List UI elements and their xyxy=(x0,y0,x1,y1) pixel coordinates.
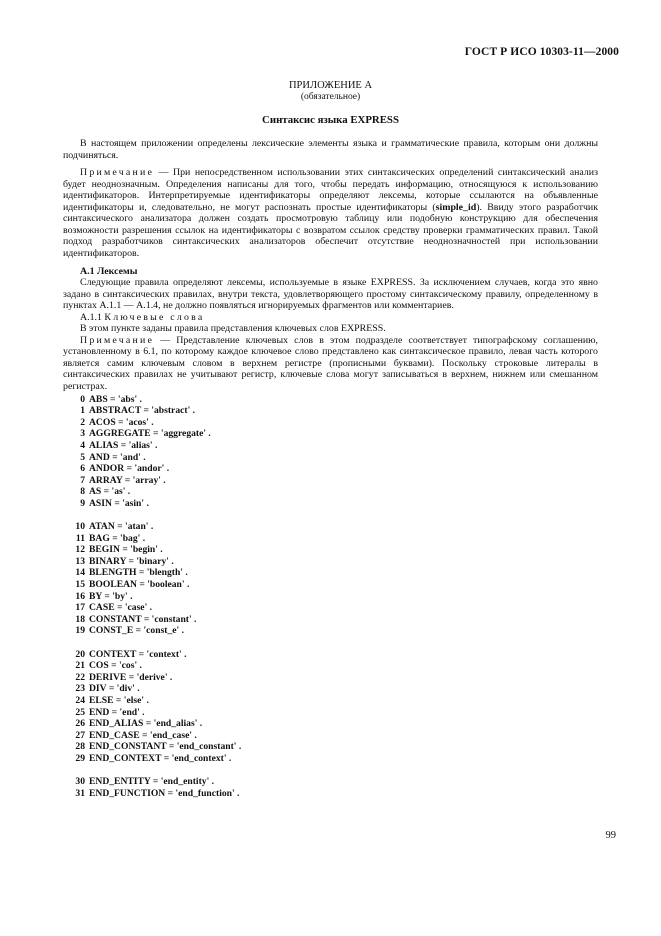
rule-number: 7 xyxy=(80,474,85,486)
rule-number: 28 xyxy=(75,741,85,753)
keyword-rule xyxy=(63,614,598,626)
page-number: 99 xyxy=(605,830,616,841)
rule-number: 18 xyxy=(75,613,85,625)
keyword-rule xyxy=(63,452,598,464)
keyword-group-gap xyxy=(63,509,598,521)
rule-definition: BEGIN = 'begin' . xyxy=(89,544,163,556)
keyword-rule xyxy=(63,498,598,510)
keyword-rule xyxy=(63,741,598,753)
rule-definition: BLENGTH = 'blength' . xyxy=(89,567,188,579)
rule-number: 14 xyxy=(75,567,85,579)
rule-number: 20 xyxy=(75,648,85,660)
rule-definition: ALIAS = 'alias' . xyxy=(89,439,158,451)
rule-definition: BY = 'by' . xyxy=(89,590,133,602)
rule-number: 25 xyxy=(75,706,85,718)
rule-definition: ANDOR = 'andor' . xyxy=(89,463,170,475)
keyword-rule xyxy=(63,417,598,429)
note-text-end: ). Ввиду этого разработчик синтаксического анализатора должен создать просмотровую таблицу или подобную конструкцию для обеспечения возможности разрешения ссылок на идентификаторы с возвратом ссылок средству проверки грамматических правил. Такой подход разработчиков синтаксических анализаторов обеспечит отсутствие неоднозначностей при использовании идентификаторов. xyxy=(63,201,598,259)
rule-number: 15 xyxy=(75,579,85,591)
rule-number: 27 xyxy=(75,729,85,741)
a1-paragraph: Следующие правила определяют лексемы, используемые в языке EXPRESS. За исключением случаев, когда это явно задано в синтаксических правилах, внутри текста, удовлетворяющего простому синтаксическому правилу, определенному в пунктах А.1.1 — А.1.4, не должно появляться игнорируемых фрагментов или комментариев. xyxy=(63,277,598,312)
section-title: Синтаксис языка EXPRESS xyxy=(262,113,399,126)
rule-definition: ABS = 'abs' . xyxy=(89,393,142,405)
note-paragraph-1 xyxy=(63,167,598,259)
rule-number: 2 xyxy=(80,416,85,428)
rule-definition: ATAN = 'atan' . xyxy=(89,521,154,533)
keyword-rule xyxy=(63,672,598,684)
rule-definition: AND = 'and' . xyxy=(89,451,146,463)
rule-definition: ABSTRACT = 'abstract' . xyxy=(89,405,196,417)
rule-definition: CONTEXT = 'context' . xyxy=(89,648,187,660)
rule-definition: BAG = 'bag' . xyxy=(89,532,146,544)
rule-number: 0 xyxy=(80,393,85,405)
rule-number: 12 xyxy=(75,544,85,556)
rule-number: 13 xyxy=(75,555,85,567)
subsection-label: Ключевые слова xyxy=(104,311,205,323)
keyword-rule xyxy=(63,579,598,591)
keyword-rule xyxy=(63,556,598,568)
keyword-rule xyxy=(63,463,598,475)
simple-id-code: simple_id xyxy=(435,201,477,213)
rule-number: 21 xyxy=(75,660,85,672)
appendix-title: ПРИЛОЖЕНИЕ А xyxy=(288,80,373,91)
note-text: — При непосредственном использовании этих синтаксических определений синтаксический анализ будет неоднозначным. Определения написаны для того, чтобы передать информацию, относящуюся к использованию идентификаторов. Интерпретируемые идентификаторы определяют лексемы, которые ссылаются на объявленные идентификаторы и, следовательно, не могут распознать простые идентификаторы ( xyxy=(63,167,598,213)
rule-number: 11 xyxy=(75,532,85,544)
keyword-rule xyxy=(63,707,598,719)
rule-definition: ARRAY = 'array' . xyxy=(89,474,166,486)
note-label: Примечание xyxy=(80,334,155,346)
keyword-rule xyxy=(63,521,598,533)
keyword-rule xyxy=(63,660,598,672)
rule-definition: END_ENTITY = 'end_entity' . xyxy=(89,776,215,788)
rule-definition: ELSE = 'else' . xyxy=(89,694,149,706)
keyword-rule xyxy=(63,567,598,579)
rule-number: 17 xyxy=(75,602,85,614)
rule-definition: AS = 'as' . xyxy=(89,486,131,498)
rule-number: 6 xyxy=(80,463,85,475)
section-heading-a1: А.1 Лексемы xyxy=(80,265,138,277)
keyword-rule xyxy=(63,486,598,498)
rule-definition: AGGREGATE = 'aggregate' . xyxy=(89,428,211,440)
standard-header: ГОСТ Р ИСО 10303-11—2000 xyxy=(464,46,619,58)
rule-number: 29 xyxy=(75,752,85,764)
subsection-number: А.1.1 xyxy=(80,311,102,323)
keyword-rule xyxy=(63,649,598,661)
rule-number: 26 xyxy=(75,718,85,730)
keyword-group-gap xyxy=(63,637,598,649)
rule-definition: CONSTANT = 'constant' . xyxy=(89,613,197,625)
keyword-rule xyxy=(63,730,598,742)
keyword-rule xyxy=(63,405,598,417)
rule-definition: END_CONSTANT = 'end_constant' . xyxy=(89,741,242,753)
rule-number: 8 xyxy=(80,486,85,498)
rule-definition: DIV = 'div' . xyxy=(89,683,140,695)
rule-definition: END_CASE = 'end_case' . xyxy=(89,729,197,741)
keyword-rule xyxy=(63,753,598,765)
keyword-rule xyxy=(63,602,598,614)
page-content xyxy=(63,80,598,799)
rule-number: 22 xyxy=(75,671,85,683)
rule-definition: CONST_E = 'const_e' . xyxy=(89,625,185,637)
rule-number: 3 xyxy=(80,428,85,440)
keyword-rule xyxy=(63,591,598,603)
rule-number: 24 xyxy=(75,694,85,706)
rule-number: 9 xyxy=(80,497,85,509)
note-label: Примечание xyxy=(80,167,155,179)
keyword-rule xyxy=(63,440,598,452)
intro-paragraph: В настоящем приложении определены лексические элементы языка и грамматические правила, которым они должны подчиняться. xyxy=(63,138,598,161)
rule-definition: CASE = 'case' . xyxy=(89,602,153,614)
note-text: — Представление ключевых слов в этом подразделе соответствует типографскому соглашению, установленному в 6.1, по которому каждое ключевое слово представлено как синтаксическое правило, левая часть которого является самим ключевым словом в верхнем регистре (прописными буквами). Поскольку строковые литералы в синтаксических правилах не учитывают регистр, ключевые слова могут записываться в верхнем, нижнем или смешанном регистрах. xyxy=(63,334,598,392)
subsection-heading-a11 xyxy=(63,312,598,324)
keyword-rule xyxy=(63,428,598,440)
rule-number: 1 xyxy=(80,405,85,417)
note-paragraph-2 xyxy=(63,335,598,393)
rule-number: 30 xyxy=(75,776,85,788)
rule-definition: ASIN = 'asin' . xyxy=(89,497,149,509)
rule-definition: END_FUNCTION = 'end_function' . xyxy=(89,787,240,799)
keyword-rule xyxy=(63,475,598,487)
rule-number: 31 xyxy=(75,787,85,799)
rule-definition: ACOS = 'acos' . xyxy=(89,416,154,428)
keyword-rule xyxy=(63,544,598,556)
rule-definition: BINARY = 'binary' . xyxy=(89,555,174,567)
appendix-status: (обязательное) xyxy=(300,91,361,102)
rule-number: 23 xyxy=(75,683,85,695)
rule-definition: END = 'end' . xyxy=(89,706,145,718)
keyword-rule xyxy=(63,625,598,637)
keyword-rule xyxy=(63,718,598,730)
keyword-rule-list xyxy=(63,394,598,800)
rule-definition: DERIVE = 'derive' . xyxy=(89,671,173,683)
rule-number: 5 xyxy=(80,451,85,463)
keyword-rule xyxy=(63,776,598,788)
keyword-group-gap xyxy=(63,765,598,777)
rule-definition: COS = 'cos' . xyxy=(89,660,142,672)
keyword-rule xyxy=(63,533,598,545)
rule-definition: END_CONTEXT = 'end_context' . xyxy=(89,752,232,764)
rule-number: 10 xyxy=(75,521,85,533)
rule-definition: END_ALIAS = 'end_alias' . xyxy=(89,718,203,730)
keyword-rule xyxy=(63,788,598,800)
rule-number: 19 xyxy=(75,625,85,637)
rule-number: 16 xyxy=(75,590,85,602)
keyword-rule xyxy=(63,695,598,707)
a11-paragraph: В этом пункте заданы правила представления ключевых слов EXPRESS. xyxy=(80,323,386,335)
keyword-rule xyxy=(63,683,598,695)
rule-definition: BOOLEAN = 'boolean' . xyxy=(89,579,190,591)
rule-number: 4 xyxy=(80,439,85,451)
keyword-rule xyxy=(63,394,598,406)
